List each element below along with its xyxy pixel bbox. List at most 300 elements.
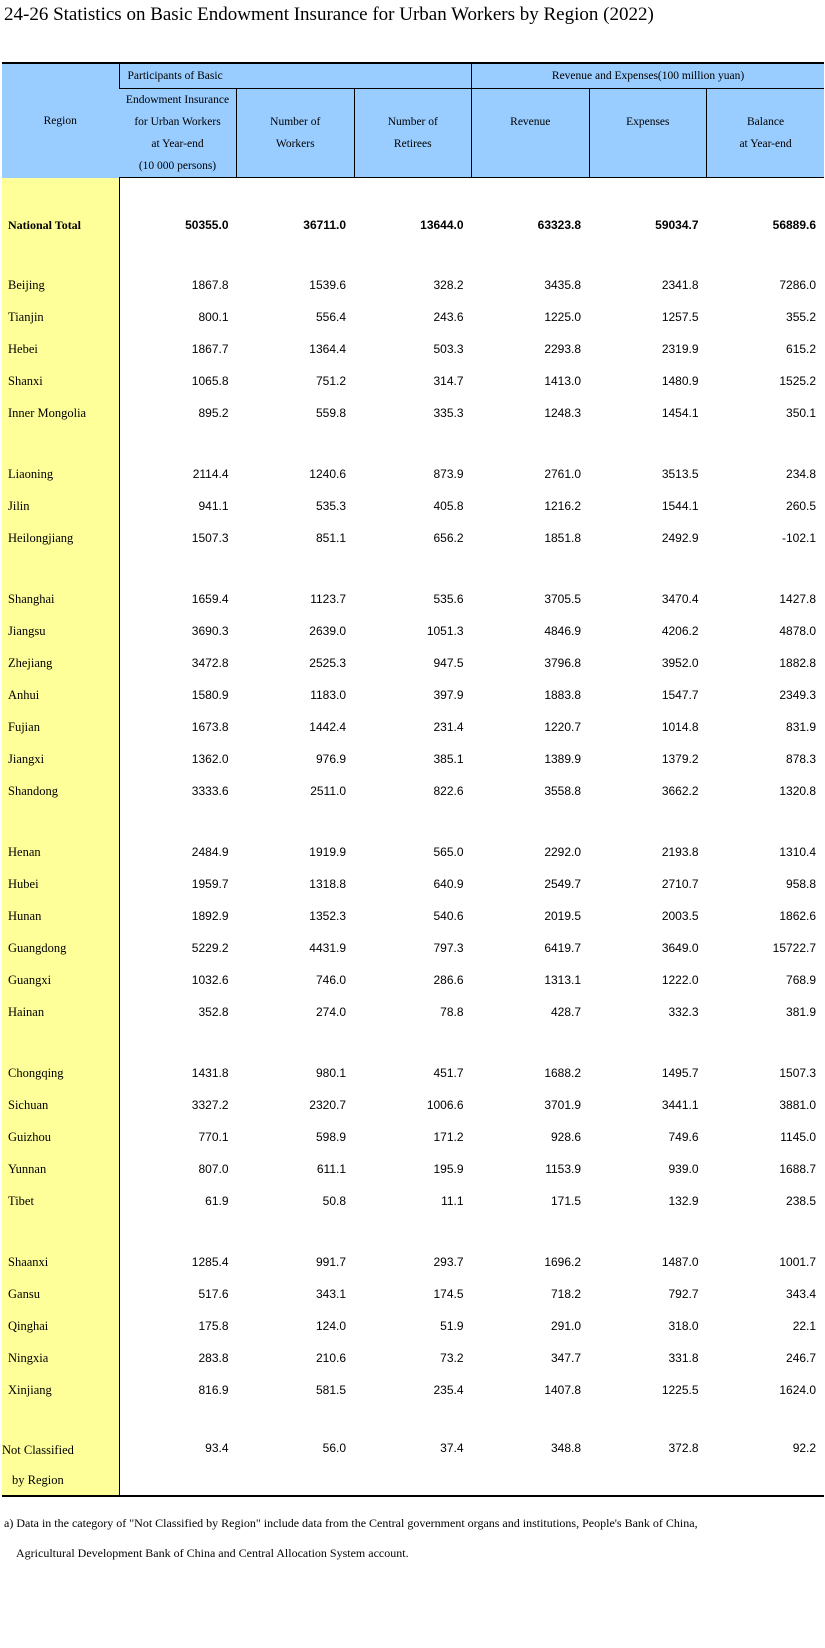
expenses-cell: 1454.1 xyxy=(661,406,699,420)
revenue-cell: 1225.0 xyxy=(544,310,582,324)
revenue-cell: 1413.0 xyxy=(544,374,582,388)
spacer-row xyxy=(2,554,824,583)
region-cell: Sichuan xyxy=(2,1089,119,1121)
expenses-cell: 318.0 xyxy=(668,1319,699,1333)
region-cell: Jilin xyxy=(2,490,119,522)
revenue-cell: 348.8 xyxy=(472,1435,590,1496)
balance-cell: 1688.7 xyxy=(779,1162,817,1176)
region-cell: Tianjin xyxy=(2,301,119,333)
workers-cell: 1919.9 xyxy=(309,845,346,859)
expenses-cell: 3952.0 xyxy=(661,656,699,670)
table-row xyxy=(2,743,824,775)
participants-cell: 1507.3 xyxy=(191,531,229,545)
retirees-cell: 503.3 xyxy=(433,342,464,356)
revenue-cell: 1216.2 xyxy=(544,499,582,513)
header-balance xyxy=(707,89,825,178)
workers-cell: 210.6 xyxy=(315,1351,346,1365)
table-row xyxy=(2,964,824,996)
balance-cell: 343.4 xyxy=(786,1287,817,1301)
participants-cell: 1673.8 xyxy=(191,720,229,734)
balance-cell: 1862.6 xyxy=(779,909,817,923)
region-cell: Tibet xyxy=(2,1185,119,1217)
workers-cell: 4431.9 xyxy=(309,941,346,955)
retirees-cell: 286.6 xyxy=(433,973,464,987)
header-balance-line2: at Year-end xyxy=(739,138,792,150)
region-cell: Shanghai xyxy=(2,583,119,615)
header-retirees xyxy=(354,89,472,178)
header-participants-group: Participants of Basic xyxy=(119,63,472,89)
retirees-cell: 656.2 xyxy=(433,531,464,545)
workers-cell: 559.8 xyxy=(315,406,346,420)
retirees-cell: 822.6 xyxy=(433,784,464,798)
retirees-cell: 51.9 xyxy=(440,1319,464,1333)
participants-cell: 1065.8 xyxy=(191,374,229,388)
retirees-cell: 797.3 xyxy=(433,941,464,955)
revenue-cell: 171.5 xyxy=(551,1194,582,1208)
expenses-cell: 1379.2 xyxy=(661,752,699,766)
participants-cell: 770.1 xyxy=(198,1130,229,1144)
region-cell: Hunan xyxy=(2,900,119,932)
balance-cell: 246.7 xyxy=(786,1351,817,1365)
revenue-cell: 928.6 xyxy=(551,1130,582,1144)
table-row xyxy=(2,615,824,647)
table-row xyxy=(2,522,824,554)
revenue-cell: 3558.8 xyxy=(544,784,582,798)
workers-cell: 2320.7 xyxy=(309,1098,346,1112)
balance-cell: 260.5 xyxy=(786,499,817,513)
revenue-cell: 1313.1 xyxy=(544,973,582,987)
workers-cell: 124.0 xyxy=(315,1319,346,1333)
retirees-cell: 565.0 xyxy=(433,845,464,859)
revenue-cell: 63323.8 xyxy=(537,218,582,232)
region-cell: Anhui xyxy=(2,679,119,711)
expenses-cell: 1544.1 xyxy=(661,499,699,513)
workers-cell: 746.0 xyxy=(315,973,346,987)
region-cell: Fujian xyxy=(2,711,119,743)
region-cell: Hubei xyxy=(2,868,119,900)
revenue-cell: 291.0 xyxy=(551,1319,582,1333)
revenue-cell: 1220.7 xyxy=(544,720,582,734)
expenses-cell: 2319.9 xyxy=(661,342,699,356)
workers-cell: 2639.0 xyxy=(309,624,346,638)
workers-cell: 598.9 xyxy=(315,1130,346,1144)
participants-cell: 816.9 xyxy=(198,1383,229,1397)
participants-cell: 941.1 xyxy=(198,499,229,513)
page-title: 24-26 Statistics on Basic Endowment Insurance for Urban Workers by Region (2022) xyxy=(4,4,654,25)
retirees-cell: 11.1 xyxy=(441,1194,464,1208)
retirees-cell: 947.5 xyxy=(433,656,464,670)
header-participants-line2: Endowment Insurance xyxy=(125,94,230,106)
workers-cell: 535.3 xyxy=(315,499,346,513)
participants-cell: 3327.2 xyxy=(191,1098,229,1112)
spacer-row xyxy=(2,429,824,458)
revenue-cell: 1407.8 xyxy=(544,1383,582,1397)
participants-cell: 1580.9 xyxy=(191,688,229,702)
header-participants-line5: (10 000 persons) xyxy=(138,160,217,172)
revenue-cell: 3435.8 xyxy=(544,278,582,292)
region-cell: Beijing xyxy=(2,269,119,301)
expenses-cell: 332.3 xyxy=(668,1005,699,1019)
revenue-cell: 3705.5 xyxy=(544,592,582,606)
table-row xyxy=(2,711,824,743)
balance-cell: 56889.6 xyxy=(772,218,817,232)
expenses-cell: 3513.5 xyxy=(661,467,699,481)
table-row xyxy=(2,269,824,301)
workers-cell: 1364.4 xyxy=(309,342,346,356)
revenue-cell: 1851.8 xyxy=(544,531,582,545)
header-balance-line1: Balance xyxy=(747,116,785,128)
workers-cell: 36711.0 xyxy=(303,218,346,232)
participants-cell: 5229.2 xyxy=(191,941,229,955)
revenue-cell: 1883.8 xyxy=(544,688,582,702)
table-row xyxy=(2,1310,824,1342)
table-row xyxy=(2,1246,824,1278)
participants-cell: 1867.8 xyxy=(191,278,229,292)
table-row xyxy=(2,1185,824,1217)
participants-cell: 93.4 xyxy=(119,1435,237,1496)
region-cell: National Total xyxy=(2,210,119,240)
retirees-cell: 405.8 xyxy=(433,499,464,513)
region-cell: Guangxi xyxy=(2,964,119,996)
table-row xyxy=(2,868,824,900)
retirees-cell: 195.9 xyxy=(433,1162,464,1176)
region-cell: Shandong xyxy=(2,775,119,807)
expenses-cell: 2003.5 xyxy=(661,909,699,923)
table-row xyxy=(2,1342,824,1374)
participants-cell: 1659.4 xyxy=(191,592,229,606)
spacer-row xyxy=(2,240,824,269)
balance-cell: 878.3 xyxy=(786,752,817,766)
table-row xyxy=(2,301,824,333)
region-cell: Chongqing xyxy=(2,1057,119,1089)
table-row xyxy=(2,679,824,711)
balance-cell: 831.9 xyxy=(786,720,817,734)
workers-cell: 1240.6 xyxy=(309,467,346,481)
table-row xyxy=(2,1278,824,1310)
revenue-cell: 347.7 xyxy=(551,1351,582,1365)
balance-cell: 4878.0 xyxy=(779,624,817,638)
retirees-cell: 314.7 xyxy=(433,374,464,388)
revenue-cell: 2293.8 xyxy=(544,342,582,356)
table-row xyxy=(2,397,824,429)
participants-cell: 1959.7 xyxy=(191,877,229,891)
retirees-cell: 535.6 xyxy=(433,592,464,606)
participants-cell: 283.8 xyxy=(198,1351,229,1365)
expenses-cell: 2193.8 xyxy=(661,845,699,859)
table-header xyxy=(2,63,824,178)
table-row xyxy=(2,458,824,490)
balance-cell: 1507.3 xyxy=(779,1066,817,1080)
footnote-line1: a) Data in the category of "Not Classified by Region" include data from the Central government organs and institutions, People's Bank of China, xyxy=(4,1516,698,1530)
workers-cell: 56.0 xyxy=(237,1435,355,1496)
participants-cell: 2114.4 xyxy=(192,467,229,481)
region-cell: Hebei xyxy=(2,333,119,365)
expenses-cell: 3662.2 xyxy=(661,784,699,798)
participants-cell: 175.8 xyxy=(198,1319,229,1333)
revenue-cell: 6419.7 xyxy=(544,941,582,955)
revenue-cell: 4846.9 xyxy=(544,624,582,638)
workers-cell: 611.1 xyxy=(316,1162,346,1176)
workers-cell: 1318.8 xyxy=(309,877,346,891)
unclassified-row xyxy=(2,1435,824,1496)
participants-cell: 3690.3 xyxy=(191,624,229,638)
expenses-cell: 939.0 xyxy=(668,1162,699,1176)
header-expenses-label: Expenses xyxy=(626,116,670,128)
workers-cell: 1539.6 xyxy=(309,278,346,292)
table-row xyxy=(2,996,824,1028)
workers-cell: 2511.0 xyxy=(310,784,346,798)
workers-cell: 581.5 xyxy=(315,1383,346,1397)
retirees-cell: 174.5 xyxy=(433,1287,464,1301)
balance-cell: 1525.2 xyxy=(779,374,817,388)
expenses-cell: 59034.7 xyxy=(655,218,699,232)
spacer-row xyxy=(2,178,824,211)
retirees-cell: 78.8 xyxy=(440,1005,464,1019)
table-row xyxy=(2,1089,824,1121)
participants-cell: 1032.6 xyxy=(191,973,229,987)
header-revexp-group: Revenue and Expenses(100 million yuan) xyxy=(472,63,825,89)
participants-cell: 1892.9 xyxy=(191,909,229,923)
retirees-cell: 873.9 xyxy=(433,467,464,481)
participants-cell: 1867.7 xyxy=(191,342,229,356)
balance-cell: -102.1 xyxy=(782,531,817,545)
participants-cell: 517.6 xyxy=(198,1287,229,1301)
spacer-row xyxy=(2,1406,824,1435)
balance-cell: 22.1 xyxy=(792,1319,817,1333)
spacer-row xyxy=(2,1028,824,1057)
retirees-cell: 397.9 xyxy=(433,688,464,702)
revenue-cell: 1688.2 xyxy=(544,1066,582,1080)
revenue-cell: 2549.7 xyxy=(544,877,582,891)
region-cell: Henan xyxy=(2,836,119,868)
unclassified-label-line2: by Region xyxy=(12,1473,64,1487)
region-cell: Gansu xyxy=(2,1278,119,1310)
balance-cell: 1882.8 xyxy=(779,656,817,670)
participants-cell: 3472.8 xyxy=(191,656,229,670)
expenses-cell: 3649.0 xyxy=(661,941,699,955)
balance-cell: 958.8 xyxy=(786,877,817,891)
region-cell: Guangdong xyxy=(2,932,119,964)
retirees-cell: 171.2 xyxy=(433,1130,464,1144)
expenses-cell: 3470.4 xyxy=(661,592,699,606)
retirees-cell: 640.9 xyxy=(433,877,464,891)
retirees-cell: 1006.6 xyxy=(426,1098,464,1112)
expenses-cell: 2492.9 xyxy=(661,531,699,545)
revenue-cell: 1248.3 xyxy=(544,406,582,420)
region-cell: Zhejiang xyxy=(2,647,119,679)
balance-cell: 15722.7 xyxy=(772,941,817,955)
region-cell: Guizhou xyxy=(2,1121,119,1153)
table-row xyxy=(2,1153,824,1185)
workers-cell: 50.8 xyxy=(322,1194,346,1208)
revenue-cell: 1696.2 xyxy=(544,1255,582,1269)
retirees-cell: 235.4 xyxy=(433,1383,464,1397)
table-row xyxy=(2,1057,824,1089)
retirees-cell: 13644.0 xyxy=(420,218,464,232)
header-workers-line1: Number of xyxy=(270,116,321,128)
balance-cell: 1001.7 xyxy=(779,1255,817,1269)
workers-cell: 980.1 xyxy=(315,1066,346,1080)
header-retirees-line1: Number of xyxy=(387,116,438,128)
balance-cell: 7286.0 xyxy=(779,278,817,292)
revenue-cell: 2292.0 xyxy=(544,845,582,859)
region-cell: Heilongjiang xyxy=(2,522,119,554)
participants-cell: 352.8 xyxy=(198,1005,229,1019)
workers-cell: 1183.0 xyxy=(310,688,346,702)
expenses-cell: 4206.2 xyxy=(661,624,699,638)
expenses-cell: 1495.7 xyxy=(661,1066,699,1080)
retirees-cell: 73.2 xyxy=(440,1351,464,1365)
region-cell: Jiangxi xyxy=(2,743,119,775)
header-expenses xyxy=(589,89,707,178)
table-row xyxy=(2,836,824,868)
table-row xyxy=(2,932,824,964)
balance-cell: 234.8 xyxy=(786,467,817,481)
footnote-line2: Agricultural Development Bank of China and Central Allocation System account. xyxy=(16,1546,409,1560)
workers-cell: 1352.3 xyxy=(309,909,346,923)
workers-cell: 2525.3 xyxy=(309,656,346,670)
balance-cell: 768.9 xyxy=(786,973,817,987)
workers-cell: 343.1 xyxy=(315,1287,346,1301)
region-cell: Liaoning xyxy=(2,458,119,490)
workers-cell: 556.4 xyxy=(315,310,346,324)
spacer-row xyxy=(2,1217,824,1246)
balance-cell: 2349.3 xyxy=(779,688,817,702)
participants-cell: 50355.0 xyxy=(185,218,229,232)
expenses-cell: 1222.0 xyxy=(661,973,699,987)
expenses-cell: 132.9 xyxy=(668,1194,699,1208)
balance-cell: 1320.8 xyxy=(779,784,817,798)
expenses-cell: 792.7 xyxy=(668,1287,699,1301)
expenses-cell: 1487.0 xyxy=(661,1255,699,1269)
table-row xyxy=(2,775,824,807)
participants-cell: 61.9 xyxy=(205,1194,229,1208)
workers-cell: 751.2 xyxy=(315,374,346,388)
retirees-cell: 451.7 xyxy=(433,1066,464,1080)
expenses-cell: 1480.9 xyxy=(661,374,699,388)
expenses-cell: 1014.8 xyxy=(661,720,699,734)
balance-cell: 615.2 xyxy=(786,342,817,356)
table-row xyxy=(2,333,824,365)
region-cell: Inner Mongolia xyxy=(2,397,119,429)
header-participants xyxy=(119,89,237,178)
participants-cell: 800.1 xyxy=(198,310,229,324)
balance-cell: 355.2 xyxy=(786,310,817,324)
revenue-cell: 718.2 xyxy=(551,1287,582,1301)
expenses-cell: 1225.5 xyxy=(661,1383,699,1397)
header-revenue-label: Revenue xyxy=(510,116,551,128)
table-row xyxy=(2,1374,824,1406)
expenses-cell: 3441.1 xyxy=(661,1098,699,1112)
participants-cell: 2484.9 xyxy=(191,845,229,859)
expenses-cell: 1547.7 xyxy=(661,688,699,702)
expenses-cell: 2341.8 xyxy=(661,278,699,292)
header-workers xyxy=(237,89,355,178)
header-participants-line3: for Urban Workers xyxy=(134,116,221,128)
header-participants-line4: at Year-end xyxy=(151,138,204,150)
balance-cell: 1624.0 xyxy=(779,1383,817,1397)
region-cell: Hainan xyxy=(2,996,119,1028)
retirees-cell: 231.4 xyxy=(433,720,464,734)
revenue-cell: 2761.0 xyxy=(544,467,582,481)
spacer-row xyxy=(2,807,824,836)
table-row xyxy=(2,365,824,397)
region-cell: Qinghai xyxy=(2,1310,119,1342)
balance-cell: 92.2 xyxy=(707,1435,825,1496)
balance-cell: 3881.0 xyxy=(779,1098,817,1112)
expenses-cell: 749.6 xyxy=(668,1130,699,1144)
workers-cell: 851.1 xyxy=(315,531,346,545)
header-retirees-line2: Retirees xyxy=(393,138,432,150)
workers-cell: 991.7 xyxy=(315,1255,346,1269)
table-row xyxy=(2,1121,824,1153)
table-row xyxy=(2,490,824,522)
table-row xyxy=(2,647,824,679)
workers-cell: 976.9 xyxy=(315,752,346,766)
workers-cell: 1442.4 xyxy=(309,720,346,734)
balance-cell: 1145.0 xyxy=(780,1130,817,1144)
revenue-cell: 3701.9 xyxy=(544,1098,582,1112)
participants-cell: 3333.6 xyxy=(191,784,229,798)
expenses-cell: 2710.7 xyxy=(661,877,699,891)
region-cell xyxy=(2,1435,119,1496)
retirees-cell: 385.1 xyxy=(433,752,464,766)
region-cell: Ningxia xyxy=(2,1342,119,1374)
national-total-row xyxy=(2,210,824,240)
retirees-cell: 540.6 xyxy=(433,909,464,923)
table-row xyxy=(2,583,824,615)
header-revenue xyxy=(472,89,590,178)
retirees-cell: 1051.3 xyxy=(426,624,464,638)
region-cell: Shanxi xyxy=(2,365,119,397)
table-body xyxy=(2,178,824,1497)
header-workers-line2: Workers xyxy=(275,138,315,150)
expenses-cell: 372.8 xyxy=(589,1435,707,1496)
expenses-cell: 331.8 xyxy=(668,1351,699,1365)
retirees-cell: 335.3 xyxy=(433,406,464,420)
header-region: Region xyxy=(2,63,119,178)
revenue-cell: 1389.9 xyxy=(544,752,582,766)
participants-cell: 1285.4 xyxy=(191,1255,229,1269)
retirees-cell: 328.2 xyxy=(433,278,464,292)
revenue-cell: 428.7 xyxy=(551,1005,582,1019)
balance-cell: 1310.4 xyxy=(779,845,817,859)
balance-cell: 1427.8 xyxy=(779,592,817,606)
participants-cell: 895.2 xyxy=(198,406,229,420)
balance-cell: 238.5 xyxy=(786,1194,817,1208)
revenue-cell: 2019.5 xyxy=(544,909,582,923)
revenue-cell: 3796.8 xyxy=(544,656,582,670)
participants-cell: 807.0 xyxy=(198,1162,229,1176)
retirees-cell: 37.4 xyxy=(354,1435,472,1496)
region-cell: Yunnan xyxy=(2,1153,119,1185)
workers-cell: 274.0 xyxy=(315,1005,346,1019)
region-cell: Shaanxi xyxy=(2,1246,119,1278)
revenue-cell: 1153.9 xyxy=(545,1162,582,1176)
region-cell: Jiangsu xyxy=(2,615,119,647)
retirees-cell: 243.6 xyxy=(433,310,464,324)
retirees-cell: 293.7 xyxy=(433,1255,464,1269)
statistics-table xyxy=(2,62,824,1497)
participants-cell: 1362.0 xyxy=(191,752,229,766)
workers-cell: 1123.7 xyxy=(310,592,346,606)
participants-cell: 1431.8 xyxy=(191,1066,229,1080)
unclassified-label-line1: Not Classified xyxy=(2,1443,74,1457)
balance-cell: 350.1 xyxy=(786,406,817,420)
expenses-cell: 1257.5 xyxy=(661,310,699,324)
region-cell: Xinjiang xyxy=(2,1374,119,1406)
balance-cell: 381.9 xyxy=(786,1005,817,1019)
